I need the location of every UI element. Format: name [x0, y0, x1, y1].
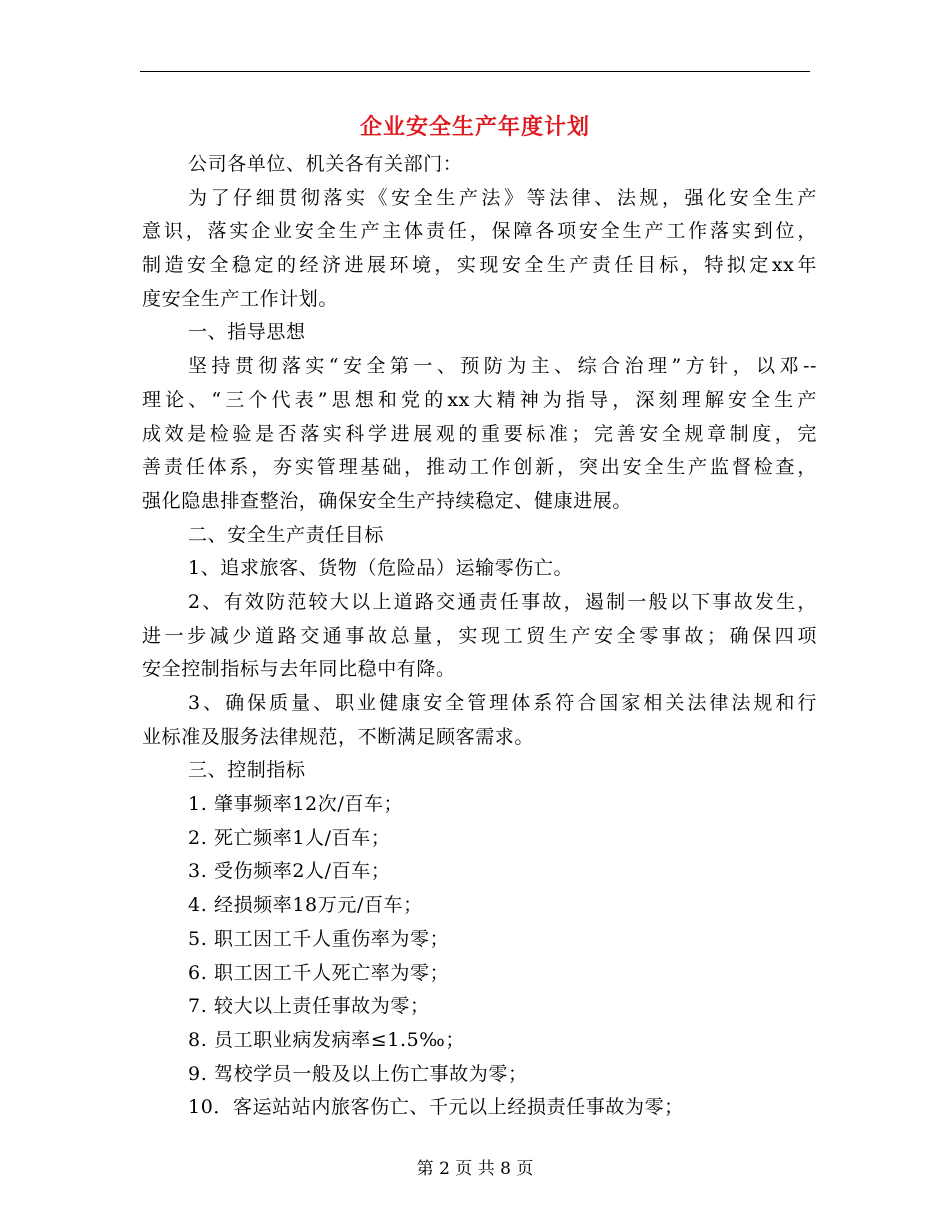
paragraph-line: 制造安全稳定的经济进展环境，实现安全生产责任目标，特拟定xx年: [142, 254, 817, 277]
section-heading: 一、指导思想: [188, 321, 306, 344]
list-item: 10．客运站站内旅客伤亡、千元以上经损责任事故为零；: [188, 1096, 684, 1119]
paragraph-line: 进一步减少道路交通事故总量，实现工贸生产安全零事故；确保四项: [142, 624, 817, 647]
list-item: 1、追求旅客、货物（危险品）运输零伤亡。: [188, 557, 574, 580]
list-item: 6. 职工因工千人死亡率为零；: [188, 961, 450, 984]
paragraph-line: 坚持贯彻落实“安全第一、预防为主、综合治理”方针，以邓--: [188, 355, 817, 378]
list-item: 1. 肇事频率12次/百车；: [188, 793, 404, 816]
paragraph-line: 强化隐患排查整治，确保安全生产持续稳定、健康进展。: [142, 489, 633, 512]
document-body: [142, 148, 817, 1125]
paragraph-line: 意识，落实企业安全生产主体责任，保障各项安全生产工作落实到位，: [142, 220, 817, 243]
paragraph-line: 业标准及服务法律规范，不断满足顾客需求。: [142, 725, 535, 748]
paragraph-line: 安全控制指标与去年同比稳中有降。: [142, 658, 456, 681]
salutation: 公司各单位、机关各有关部门：: [188, 153, 463, 175]
section-heading: 三、控制指标: [188, 759, 306, 782]
paragraph-line: 为了仔细贯彻落实《安全生产法》等法律、法规，强化安全生产: [188, 186, 817, 209]
paragraph-line: 善责任体系，夯实管理基础，推动工作创新，突出安全生产监督检查，: [142, 456, 817, 479]
paragraph-line: 理论、“三个代表”思想和党的xx大精神为指导，深刻理解安全生产: [142, 388, 817, 411]
list-item: 7. 较大以上责任事故为零；: [188, 995, 430, 1018]
list-item: 5. 职工因工千人重伤率为零；: [188, 927, 450, 950]
list-item: 3. 受伤频率2人/百车；: [188, 860, 391, 883]
list-item: 2、有效防范较大以上道路交通责任事故，遏制一般以下事故发生，: [188, 590, 817, 613]
section-heading: 二、安全生产责任目标: [188, 523, 385, 546]
document-title: 企业安全生产年度计划: [359, 115, 590, 140]
paragraph-line: 成效是检验是否落实科学进展观的重要标准；完善安全规章制度，完: [142, 422, 817, 445]
paragraph-line: 度安全生产工作计划。: [142, 287, 339, 310]
list-item: 9. 驾校学员一般及以上伤亡事故为零；: [188, 1062, 528, 1085]
page-number-footer: 第 2 页 共 8 页: [416, 1159, 534, 1179]
list-item: 3、确保质量、职业健康安全管理体系符合国家相关法律法规和行: [188, 692, 817, 714]
header-rule: [140, 71, 810, 72]
list-item: 2. 死亡频率1人/百车；: [188, 826, 391, 849]
list-item: 4. 经损频率18万元/百车；: [188, 894, 423, 917]
list-item: 8. 员工职业病发病率≤1.5‰；: [188, 1028, 465, 1051]
